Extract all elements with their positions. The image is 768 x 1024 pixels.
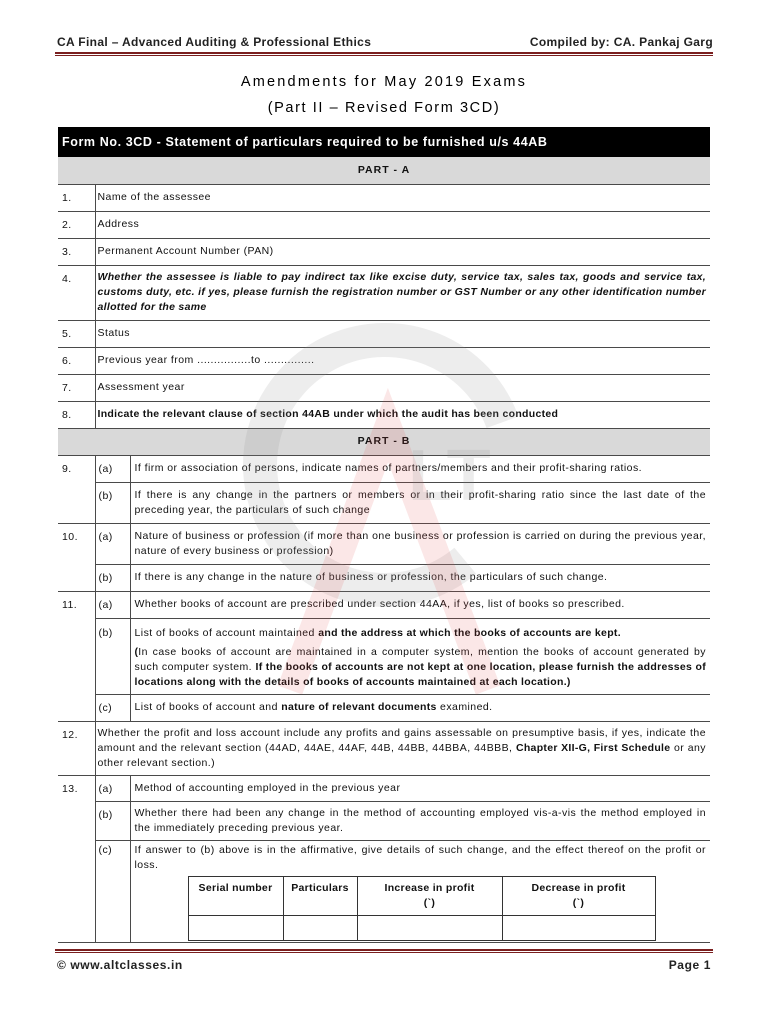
row-text — [95, 721, 710, 775]
page-footer — [57, 956, 711, 974]
part-b-band — [58, 428, 710, 455]
row-number: 5. — [58, 320, 95, 347]
form-row — [58, 775, 710, 801]
form-row — [58, 591, 710, 618]
form-row — [58, 320, 710, 347]
sub-letter: (a) — [95, 455, 130, 482]
row-number: 8. — [58, 401, 95, 428]
row-text: If there is any change in the nature of business or profession, the particulars of such change. — [130, 564, 710, 591]
sub-letter: (c) — [95, 694, 130, 721]
text-segment: List of books of account maintained — [134, 626, 319, 639]
currency-unit: (`) — [423, 896, 436, 909]
change-details-text: If answer to (b) above is in the affirmative, give details of such change, and the effect thereof on the profit or loss. — [134, 843, 706, 871]
row-text: Status — [95, 320, 710, 347]
form-row — [58, 455, 710, 482]
row-text — [130, 840, 710, 942]
form-row — [58, 184, 710, 211]
form-row — [58, 840, 710, 942]
form-heading-row — [58, 127, 710, 157]
table-cell — [188, 915, 283, 940]
text-segment: Whether the profit and loss account include any profits and gains assessable on presumptive basis, if yes, indicate the amount and the relevant section (44AD, 44AE, 44AF, 44B, 44BB, 44BBA, 44BBB, — [97, 726, 706, 754]
form-row — [58, 618, 710, 694]
header-rule — [55, 52, 713, 56]
row-text: Indicate the relevant clause of section 44AB under which the audit has been conducted — [95, 401, 710, 428]
table-header-row — [188, 876, 655, 915]
row-number: 10. — [58, 523, 95, 591]
text-segment-bold: and the address at which the books of accounts are kept. — [318, 626, 621, 639]
compiler-credit: Compiled by: CA. Pankaj Garg — [529, 35, 713, 49]
row-number: 7. — [58, 374, 95, 401]
form-row — [58, 694, 710, 721]
form-row — [58, 721, 710, 775]
form-row — [58, 265, 710, 320]
form-row — [58, 801, 710, 840]
text-segment-bold: ( — [134, 645, 139, 658]
sub-letter: (a) — [95, 591, 130, 618]
col-header-particulars: Particulars — [283, 876, 357, 915]
text-segment: List of books of account and — [134, 701, 282, 713]
text-segment-bold: nature of relevant documents — [281, 701, 437, 713]
form-row — [58, 523, 710, 564]
row-number: 9. — [58, 455, 95, 523]
currency-unit: (`) — [572, 896, 585, 909]
col-header-serial-number: Serial number — [188, 876, 283, 915]
form-3cd-table — [58, 127, 710, 943]
computer-system-note — [135, 645, 707, 690]
row-text — [130, 694, 710, 721]
part-b-label: PART - B — [58, 428, 710, 455]
text-segment-bold: If the books of accounts are not kept at one location, please furnish the addresses of locations along with the details of books of accounts maintained at each location.) — [134, 660, 706, 688]
row-number: 1. — [58, 184, 95, 211]
part-a-label: PART - A — [58, 157, 710, 184]
row-text — [130, 618, 710, 694]
row-text: Address — [95, 211, 710, 238]
row-number: 6. — [58, 347, 95, 374]
watermark-letters: LT — [408, 436, 491, 516]
form-row — [58, 482, 710, 523]
row-text: Name of the assessee — [95, 184, 710, 211]
col-header-label: Increase in profit — [384, 881, 475, 894]
table-cell — [357, 915, 502, 940]
footer-rule — [55, 949, 713, 953]
row-text: If there is any change in the partners or members or in their profit-sharing ratio since the last date of the preceding year, the particulars of such change — [130, 482, 710, 523]
form-row — [58, 238, 710, 265]
sub-letter: (a) — [95, 523, 130, 564]
footer-site: © www.altclasses.in — [57, 958, 183, 972]
page-subtitle: (Part II – Revised Form 3CD) — [267, 100, 501, 116]
row-text: Nature of business or profession (if more than one business or profession is carried on during the previous year, nature of every business or profession) — [130, 523, 710, 564]
page-title: Amendments for May 2019 Exams — [240, 74, 528, 90]
page-number: Page 1 — [668, 958, 711, 972]
text-segment: examined. — [436, 701, 493, 713]
table-cell — [502, 915, 655, 940]
form-row — [58, 347, 710, 374]
sub-letter: (b) — [95, 801, 130, 840]
course-title: CA Final – Advanced Auditing & Professional Ethics — [57, 35, 372, 49]
sub-letter: (a) — [95, 775, 130, 801]
row-number: 3. — [58, 238, 95, 265]
sub-letter: (b) — [95, 618, 130, 694]
text-segment: In case books of account are maintained in a computer system, mention the books of account generated by such computer system. — [134, 645, 706, 673]
col-header-label: Decrease in profit — [531, 881, 626, 894]
form-row — [58, 211, 710, 238]
row-text: Method of accounting employed in the previous year — [130, 775, 710, 801]
sub-letter: (c) — [95, 840, 130, 942]
page-header — [57, 33, 713, 51]
row-number: 11. — [58, 591, 95, 721]
row-text: Whether the assessee is liable to pay indirect tax like excise duty, service tax, sales tax, goods and service tax, customs duty, etc. if yes, please furnish the registration number or GST Number or any other identification number allotted for the same — [95, 265, 710, 320]
row-number: 13. — [58, 775, 95, 942]
table-row — [188, 915, 655, 940]
sub-letter: (b) — [95, 564, 130, 591]
row-text: Whether books of account are prescribed under section 44AA, if yes, list of books so prescribed. — [130, 591, 710, 618]
row-number: 12. — [58, 721, 95, 775]
sub-letter: (b) — [95, 482, 130, 523]
books-maintained-text — [135, 626, 707, 641]
form-row — [58, 401, 710, 428]
text-segment-bold: Chapter XII-G, First Schedule — [515, 741, 671, 754]
text-segment: or any other relevant section.) — [97, 741, 706, 769]
form-row — [58, 374, 710, 401]
row-text: Previous year from ................to ............... — [95, 347, 710, 374]
form-row — [58, 564, 710, 591]
row-number: 2. — [58, 211, 95, 238]
row-text: Assessment year — [95, 374, 710, 401]
col-header-increase — [357, 876, 502, 915]
row-text: Whether there had been any change in the method of accounting employed vis-a-vis the method employed in the immediately preceding previous year. — [130, 801, 710, 840]
change-effect-table — [188, 876, 656, 941]
row-text: If firm or association of persons, indicate names of partners/members and their profit-sharing ratios. — [130, 455, 710, 482]
part-a-band — [58, 157, 710, 184]
col-header-decrease — [502, 876, 655, 915]
row-text: Permanent Account Number (PAN) — [95, 238, 710, 265]
form-heading: Form No. 3CD - Statement of particulars required to be furnished u/s 44AB — [58, 127, 710, 157]
table-cell — [283, 915, 357, 940]
row-number: 4. — [58, 265, 95, 320]
